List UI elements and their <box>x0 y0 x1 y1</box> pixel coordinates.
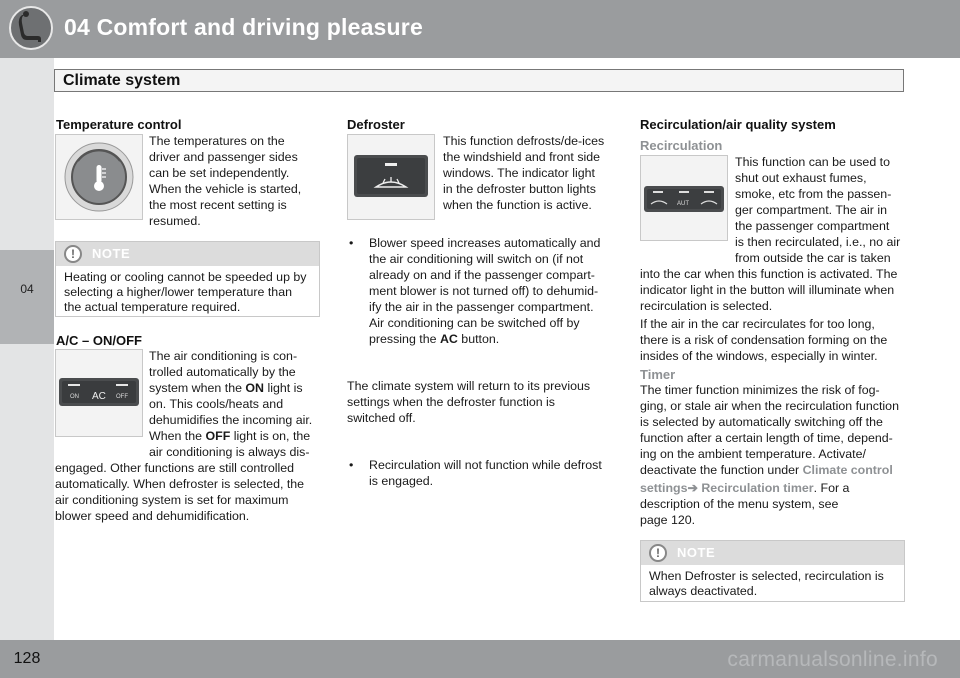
text-line: on. This cools/heats and <box>149 397 284 411</box>
chapter-sidebar <box>0 58 54 640</box>
defroster-description <box>443 133 604 213</box>
text-line: deactivate the function under Climate control <box>640 463 893 477</box>
text-line: into the car when this function is activated. The <box>640 267 898 281</box>
text-line: When the OFF light is on, the <box>149 429 311 443</box>
text-line: can be set independently. <box>149 166 290 180</box>
text-line: description of the menu system, see <box>640 497 839 511</box>
note-box-temperature <box>55 241 320 317</box>
recirculation-button-image <box>640 155 728 241</box>
ac-heading: A/C – ON/OFF <box>56 333 142 348</box>
text-line: settings➔ Recirculation timer. For a <box>640 481 850 495</box>
defroster-button-image <box>347 134 435 220</box>
page-reference-link[interactable]: page 120. <box>640 513 696 527</box>
text-line: is engaged. <box>369 474 434 488</box>
text-line: • Blower speed increases automatically and <box>369 236 601 250</box>
text-line: When the vehicle is started, <box>149 182 302 196</box>
ac-description <box>149 348 312 460</box>
note-body <box>641 565 904 603</box>
note-box-defroster <box>640 540 905 602</box>
text-line: selecting a higher/lower temperature than <box>64 285 292 299</box>
text-line: already on and if the passenger compart- <box>369 268 595 282</box>
chapter-tab-label: 04 <box>20 282 34 296</box>
text-line: air conditioning is always dis- <box>149 445 310 459</box>
text-line: is then recirculated, i.e., no air <box>735 235 901 249</box>
chapter-tab[interactable] <box>0 250 54 344</box>
ac-off-label: OFF <box>116 394 128 400</box>
chapter-title: 04 Comfort and driving pleasure <box>64 14 423 40</box>
recirculation-subheading: Recirculation <box>640 138 723 153</box>
text-line: trolled automatically by the <box>149 365 296 379</box>
text-line: function after a certain length of time, depend- <box>640 431 893 445</box>
text-line: indicator light in the button will illuminate when <box>640 283 895 297</box>
section-title-bar <box>54 69 904 92</box>
text-line: The timer function minimizes the risk of fog- <box>640 383 880 397</box>
info-icon: ! <box>649 544 667 562</box>
watermark: carmanualsonline.info <box>727 648 938 671</box>
menu-path-settings: settings <box>640 481 688 495</box>
text-line: blower speed and dehumidification. <box>55 509 250 523</box>
text-line: ment blower is not turned off) to dehumid- <box>369 284 599 298</box>
text-line: the passenger compartment <box>735 219 890 233</box>
defroster-bullet-1 <box>347 235 639 347</box>
text-line: ger compartment. The air in <box>735 203 887 217</box>
note-body <box>56 266 319 319</box>
info-icon: ! <box>64 245 82 263</box>
menu-path-climate-control: Climate control <box>802 463 893 477</box>
text-line: recirculation is selected. <box>640 299 773 313</box>
menu-path-recirculation-timer: Recirculation timer <box>701 481 814 495</box>
text-line: the windshield and front side <box>443 150 601 164</box>
text-line: switched off. <box>347 411 416 425</box>
recirculation-heading: Recirculation/air quality system <box>640 117 836 132</box>
text-line: is selected by automatically switching off the <box>640 415 883 429</box>
condensation-warning <box>640 316 887 364</box>
recirc-aut-label: AUT <box>677 201 689 207</box>
text-line: resumed. <box>149 214 201 228</box>
note-header <box>641 541 904 565</box>
text-line: insides of the windows, especially in winter. <box>640 349 878 363</box>
ac-on-label: ON <box>70 394 79 400</box>
temperature-description <box>149 133 301 229</box>
text-line: This function defrosts/de-ices <box>443 134 605 148</box>
defroster-closing <box>347 378 590 426</box>
arrow-right-icon: ➔ <box>687 481 698 495</box>
timer-description <box>640 382 899 528</box>
note-header <box>56 242 319 266</box>
timer-subheading: Timer <box>640 367 676 382</box>
text-line: ing on the ambient temperature. Activate/ <box>640 447 866 461</box>
page-header <box>0 0 960 58</box>
text-line: The temperatures on the <box>149 134 285 148</box>
ac-description-continued <box>55 460 304 524</box>
text-line: settings when the defroster function is <box>347 395 556 409</box>
text-line: air conditioning system is set for maximum <box>55 493 289 507</box>
text-line: there is a risk of condensation forming on the <box>640 333 888 347</box>
ac-ac-label: AC <box>92 391 106 402</box>
text-line: When Defroster is selected, recirculation is <box>649 569 884 583</box>
text-line: ging, or stale air when the recirculation function <box>640 399 899 413</box>
text-line: Air conditioning can be switched off by <box>369 316 580 330</box>
ac-button-image <box>55 349 143 437</box>
text-line: This function can be used to <box>735 155 890 169</box>
text-line: automatically. When defroster is selected, the <box>55 477 305 491</box>
text-line: always deactivated. <box>649 584 758 598</box>
seat-icon <box>8 5 54 51</box>
text-line: the actual temperature required. <box>64 300 241 314</box>
defroster-bullet-2 <box>347 457 639 489</box>
text-line: when the function is active. <box>443 198 592 212</box>
text-line: in the defroster button lights <box>443 182 596 196</box>
text-line: engaged. Other functions are still controlled <box>55 461 295 475</box>
note-label: NOTE <box>677 545 716 560</box>
text-line: dehumidifies the incoming air. <box>149 413 313 427</box>
defroster-heading: Defroster <box>347 117 405 132</box>
text-line: The climate system will return to its previous <box>347 379 591 393</box>
recirculation-description <box>735 154 900 266</box>
text-line: shut out exhaust fumes, <box>735 171 867 185</box>
section-title: Climate system <box>63 72 181 89</box>
text-line: smoke, etc from the passen- <box>735 187 892 201</box>
text-line: ify the air in the passenger compartment. <box>369 300 594 314</box>
note-label: NOTE <box>92 246 131 261</box>
temperature-control-heading: Temperature control <box>56 117 182 132</box>
text-line: Heating or cooling cannot be speeded up by <box>64 270 307 284</box>
text-line: The air conditioning is con- <box>149 349 298 363</box>
text-line: pressing the AC button. <box>369 332 500 346</box>
page-number: 128 <box>13 650 41 667</box>
text-line: the most recent setting is <box>149 198 287 212</box>
text-line: system when the ON light is <box>149 381 303 395</box>
text-line: from outside the car is taken <box>735 251 891 265</box>
text-line: • Recirculation will not function while defrost <box>369 458 602 472</box>
text-line: driver and passenger sides <box>149 150 298 164</box>
recirculation-description-continued <box>640 266 897 314</box>
text-line: If the air in the car recirculates for too long, <box>640 317 875 331</box>
text-line: windows. The indicator light <box>443 166 595 180</box>
temperature-knob-image <box>55 134 143 220</box>
text-line: the air conditioning will switch on (if not <box>369 252 584 266</box>
